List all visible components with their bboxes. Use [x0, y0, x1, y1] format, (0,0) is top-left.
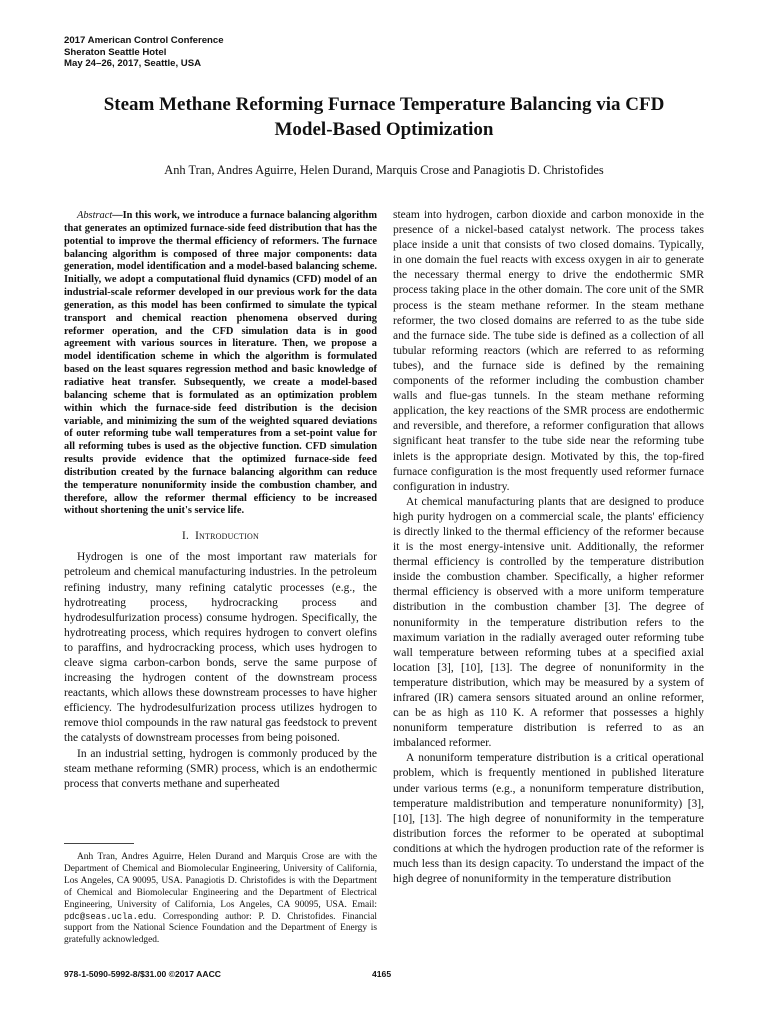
body-paragraph: In an industrial setting, hydrogen is commonly produced by the steam methane reforming (SMR) process, which is an endothermic process that converts methane and superheated: [64, 747, 377, 790]
author-list: Anh Tran, Andres Aguirre, Helen Durand, Marquis Crose and Panagiotis D. Christofides: [164, 163, 604, 177]
abstract-dash: —: [112, 210, 123, 221]
author-affiliation-footnote: [64, 852, 377, 947]
section-heading-introduction: [64, 529, 377, 544]
section-title: Introduction: [195, 530, 259, 543]
page-number: 4165: [372, 969, 392, 979]
footnote-divider: [64, 843, 134, 844]
conference-dates: May 24–26, 2017, Seattle, USA: [64, 58, 202, 70]
abstract: [64, 210, 377, 518]
footnote-text: Anh Tran, Andres Aguirre, Helen Durand and Marquis Crose are with the Department of Chemical and Biomolecular Engineering, University of California, Los Angeles, CA 90095, USA. Panagiotis D. Christofides is with the Department of Chemical and Biomolecular Engineering and the Department of Electrical Engineering, University of California, Los Angeles, CA 90095, USA. Email:: [64, 852, 377, 910]
body-paragraph: steam into hydrogen, carbon dioxide and carbon monoxide in the presence of a nickel-based catalyst network. The process takes place inside a unit that consists of two closed domains. Typically, in one domain the fuel reacts with excess oxygen in air to generate the necessary thermal energy to drive the endothermic SMR process taking place in the other domain. The core unit of the SMR process is the steam methane reformer. In the steam methane reformer, the two closed domains are referred to as the tube side and the furnace side. The tube side is defined as a collection of all tubular reforming reactors (which are referred to as reforming tubes), and the furnace side is defined by the remaining components of the reformer including the combustion chamber walls and flue-gas tunnels. In the steam methane reforming application, the key reactions of the SMR process are endothermic and reversible, and therefore, a reformer configuration that allows significant heat transfer to the tube side near the reforming tube inlets is the appropriate design. Motivated by this, the top-fired furnace configuration is the most frequently used reformer furnace configuration in industry.: [393, 209, 704, 493]
footnote-text: . Corresponding author: P. D. Christofides. Financial support from the National Science Foundation and the Department of Energy is gratefully acknowledged.: [64, 911, 377, 946]
paper-title-line-1: Steam Methane Reforming Furnace Temperature Balancing via CFD: [103, 94, 665, 115]
abstract-label: Abstract: [77, 210, 113, 221]
corresponding-email: pdc@seas.ucla.edu: [64, 911, 154, 922]
conference-name: 2017 American Control Conference: [64, 35, 224, 46]
right-column: [393, 208, 704, 887]
left-column: [64, 210, 377, 792]
copyright-isbn: 978-1-5090-5992-8/$31.00 ©2017 AACC: [64, 969, 221, 979]
conference-header: [64, 35, 224, 70]
body-paragraph: Hydrogen is one of the most important raw materials for petroleum and chemical manufacturing industries. In the petroleum refining industry, many refining catalytic processes (e.g., the hydrotreating process, hydrocracking process and hydrodesulfurization process) consume hydrogen. Specifically, the hydrotreating process, which requires hydrogen to convert olefins to paraffins, and hydrocracking process, which uses hydrogen to cleave sigma carbon-carbon bonds, serve the same purpose of increasing the hydrogen content of the downstream process reactants, which allows these downstream processes to have higher efficiency. The hydrodesulfurization process utilizes hydrogen to remove thiol compounds in the raw natural gas feedstock to prevent the catalysts of downstream processes from being poisoned.: [64, 551, 377, 745]
section-number: I.: [182, 530, 189, 543]
conference-venue: Sheraton Seattle Hotel: [64, 46, 167, 58]
paper-title-line-2: Model-Based Optimization: [274, 119, 494, 140]
paper-title: [40, 92, 728, 142]
body-paragraph: At chemical manufacturing plants that are designed to produce high purity hydrogen on a commercial scale, the plants' efficiency is directly linked to the thermal efficiency of the reformer because it is the most energy-intensive unit. Additionally, the reformer thermal efficiency is controlled by the temperature distribution inside the combustion chamber. Specifically, a higher reformer thermal efficiency is observed with a more uniform temperature distribution in the combustion chamber [3]. The degree of nonuniformity in the temperature distribution refers to the maximum variation in the radially averaged outer reforming tube wall temperature between reforming tubes at a specified axial location [3], [10], [13]. The degree of nonuniformity in the temperature distribution, which may be measured by a system of infrared (IR) camera sensors situated around an online reformer, can be as high as 110 K. A reformer that possesses a highly nonuniform temperature distribution is referred to as an imbalanced reformer.: [393, 495, 704, 750]
abstract-text: In this work, we introduce a furnace balancing algorithm that generates an optimized furnace-side feed distribution that has the potential to improve the thermal efficiency of reformers. The furnace balancing algorithm is composed of three major components: data generation, model identification and a model-based balancing scheme. Initially, we adopt a computational fluid dynamics (CFD) model of an industrial-scale reformer developed in our previous work for the data generation, as this model has been confirmed to simulate the typical transport and chemical reaction phenomena observed during reformer operation, and the CFD simulation data is in good agreement with various sources in literature. Then, we propose a model identification scheme in which the algorithm is formulated based on the least squares regression method and basic knowledge of radiative heat transfer. Subsequently, we create a model-based balancing scheme that is formulated as an optimization problem within which the furnace-side feed distribution is the decision variable, and minimizing the sum of the weighted squared deviations of outer reforming tube wall temperatures from a set-point value for all reforming tubes is used as the objective function. CFD simulation results provide evidence that the optimized furnace-side feed distribution created by the furnace balancing algorithm can reduce the temperature nonuniformity inside the combustion chamber, and therefore, allow the reformer thermal efficiency to be increased without shortening the unit's service life.: [64, 210, 377, 517]
body-paragraph: A nonuniform temperature distribution is a critical operational problem, which is frequently mentioned in published literature under various terms (e.g., a nonuniform temperature distribution, temperature maldistribution and temperature nonuniformity) [3], [10], [13]. The high degree of nonuniformity in the temperature distribution forces the reformer to be operated at suboptimal conditions at which the hydrogen production rate of the reformer is much less than its design capacity. To understand the impact of the high degree of nonuniformity in the temperature distribution: [393, 752, 704, 886]
